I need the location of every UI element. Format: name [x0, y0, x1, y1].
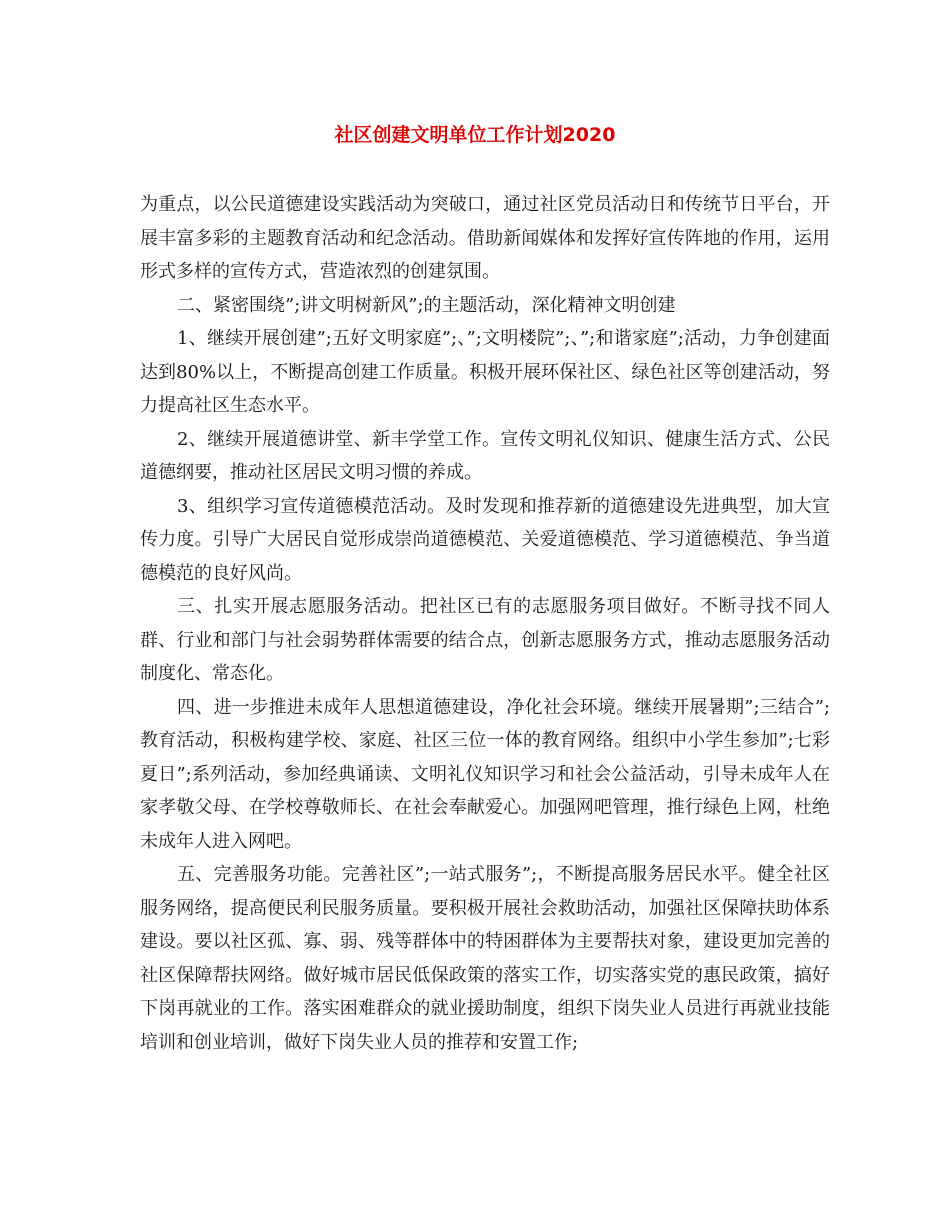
- document-title: 社区创建文明单位工作计划2020: [334, 124, 616, 146]
- paragraph-item-3: 3、组织学习宣传道德模范活动。及时发现和推荐新的道德建设先进典型，加大宣传力度。引导广大居民自觉形成崇尚道德模范、关爱道德模范、学习道德模范、争当道德模范的良好风尚。: [140, 495, 830, 584]
- paragraph-section-3: 三、扎实开展志愿服务活动。把社区已有的志愿服务项目做好。不断寻找不同人群、行业和部门与社会弱势群体需要的结合点，创新志愿服务方式，推动志愿服务活动制度化、常态化。: [140, 596, 830, 684]
- paragraph-section-2: 二、紧密围绕”;讲文明树新风”;的主题活动，深化精神文明创建: [177, 294, 676, 316]
- paragraph-item-1: 1、继续开展创建”;五好文明家庭”;、”;文明楼院”;、”;和谐家庭”;活动，力争创建面达到80%以上，不断提高创建工作质量。积极开展环保社区、绿色社区等创建活动，努力提高社区生态水平。: [140, 328, 830, 416]
- paragraph-section-5: 五、完善服务功能。完善社区”;一站式服务”;，不断提高服务居民水平。健全社区服务网络，提高便民利民服务质量。要积极开展社会救助活动，加强社区保障扶助体系建设。要以社区孤、寡、弱、残等群体中的特困群体为主要帮扶对象，建设更加完善的社区保障帮扶网络。做好城市居民低保政策的落实工作，切实落实党的惠民政策，搞好下岗再就业的工作。落实困难群众的就业援助制度，组织下岗失业人员进行再就业技能培训和创业培训，做好下岗失业人员的推荐和安置工作;: [140, 864, 830, 1053]
- paragraph-item-2: 2、继续开展道德讲堂、新丰学堂工作。宣传文明礼仪知识、健康生活方式、公民道德纲要，推动社区居民文明习惯的养成。: [140, 428, 830, 483]
- paragraph-intro: 为重点，以公民道德建设实践活动为突破口，通过社区党员活动日和传统节日平台，开展丰富多彩的主题教育活动和纪念活动。借助新闻媒体和发挥好宣传阵地的作用，运用形式多样的宣传方式，营造浓烈的创建氛围。: [140, 194, 830, 282]
- document-body: [140, 188, 830, 1059]
- paragraph-section-4: 四、进一步推进未成年人思想道德建设，净化社会环境。继续开展暑期”;三结合”;教育活动，积极构建学校、家庭、社区三位一体的教育网络。组织中小学生参加”;七彩夏日”;系列活动，参加经典诵读、文明礼仪知识学习和社会公益活动，引导未成年人在家孝敬父母、在学校尊敬师长、在社会奉献爱心。加强网吧管理，推行绿色上网，杜绝未成年人进入网吧。: [140, 696, 830, 852]
